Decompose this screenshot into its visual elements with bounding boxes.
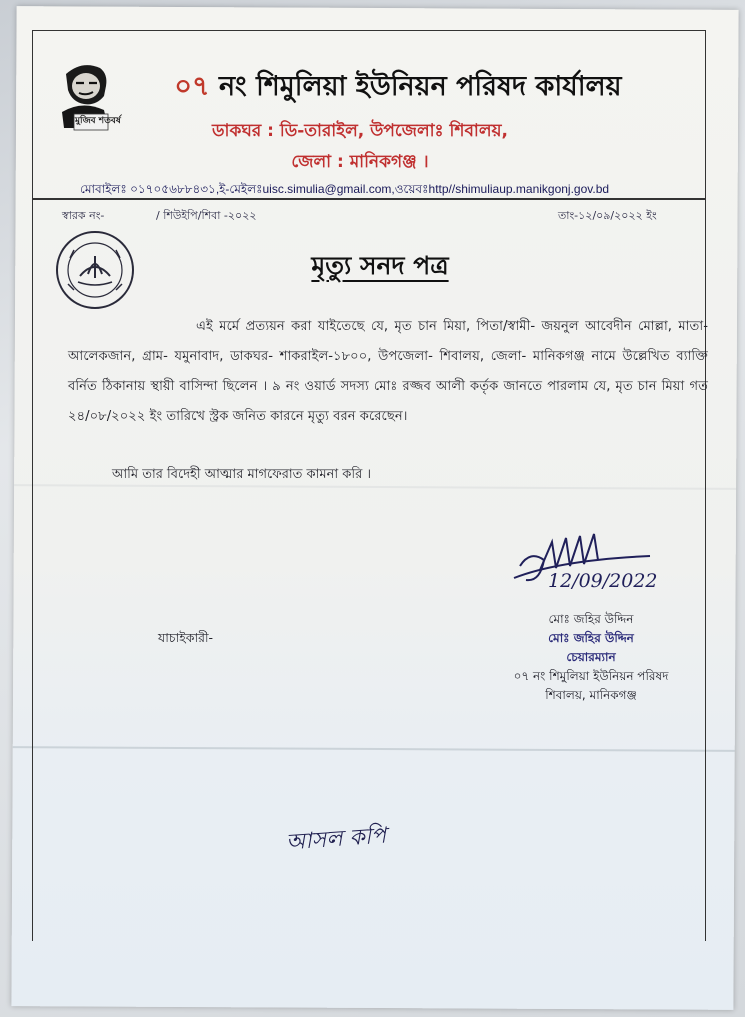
address-district-line: জেলা : মানিকগঞ্জ ।: [291, 152, 429, 172]
memo-ref-label: স্বারক নং-: [62, 209, 105, 222]
memo-ref-value: / শিউইপি/শিবা -২০২২: [156, 209, 257, 222]
office-title-text: নং শিমুলিয়া ইউনিয়ন পরিষদ কার্যালয়: [218, 71, 622, 102]
office-title-number: ০৭: [174, 71, 210, 102]
handwritten-note: আসল কপি: [285, 823, 387, 856]
prayer-line: আমি তার বিদেহী আত্মার মাগফেরাত কামনা করি ।: [112, 467, 372, 482]
stamp-name: মোঃ জহির উদ্দিন: [548, 631, 634, 645]
union-parishad-seal-icon: [50, 228, 140, 312]
signer-office: ০৭ নং শিমুলিয়া ইউনিয়ন পরিষদ: [513, 669, 669, 683]
portrait-caption: মুজিব শতবর্ষ: [75, 116, 121, 126]
signer-location: শিবালয়, মানিকগঞ্জ: [545, 688, 637, 702]
signer-block: [476, 610, 706, 705]
certificate-title: মৃত্যু সনদ পত্র: [311, 251, 449, 280]
certificate-body: [68, 312, 708, 432]
memo-date: তাং-১২/০৯/২০২২ ইং: [558, 209, 657, 222]
contact-line: মোবাইলঃ ০১৭০৫৬৮৮৪৩১,ই-মেইলঃuisc.simulia@gmail.com,ওয়েবঃhttp//shimuliaup.manikgonj.gov.bd: [80, 182, 610, 196]
signature-date: 12/09/2022: [548, 570, 658, 592]
address-post-line: ডাকঘর : ডি-তারাইল, উপজেলাঃ শিবালয়,: [212, 121, 508, 141]
office-title: [118, 66, 678, 111]
stamp-role: চেয়ারম্যান: [566, 650, 616, 664]
signer-name: মোঃ জহির উদ্দিন: [548, 612, 634, 626]
certificate-body-text: এই মর্মে প্রত্যয়ন করা যাইতেছে যে, মৃত চান মিয়া, পিতা/স্বামী- জয়নুল আবেদীন মোল্লা, মাতা- আলেকজান, গ্রাম- যমুনাবাদ, ডাকঘর- শাকরাইল-১৮০০, উপজেলা- শিবালয়, জেলা- মানিকগঞ্জ নামে উল্লেখিত ব্যাক্তি বর্নিত ঠিকানায় স্থায়ী বাসিন্দা ছিলেন । ৯ নং ওয়ার্ড সদস্য মোঃ রজ্জব আলী কর্তৃক জানতে পারলাম যে, মৃত চান মিয়া গত ২৪/০৮/২০২২ ইং তারিখে স্ট্রক জনিত কারনে মৃত্যু বরন করেছেন।: [68, 319, 708, 424]
verifier-label: যাচাইকারী-: [158, 630, 214, 645]
